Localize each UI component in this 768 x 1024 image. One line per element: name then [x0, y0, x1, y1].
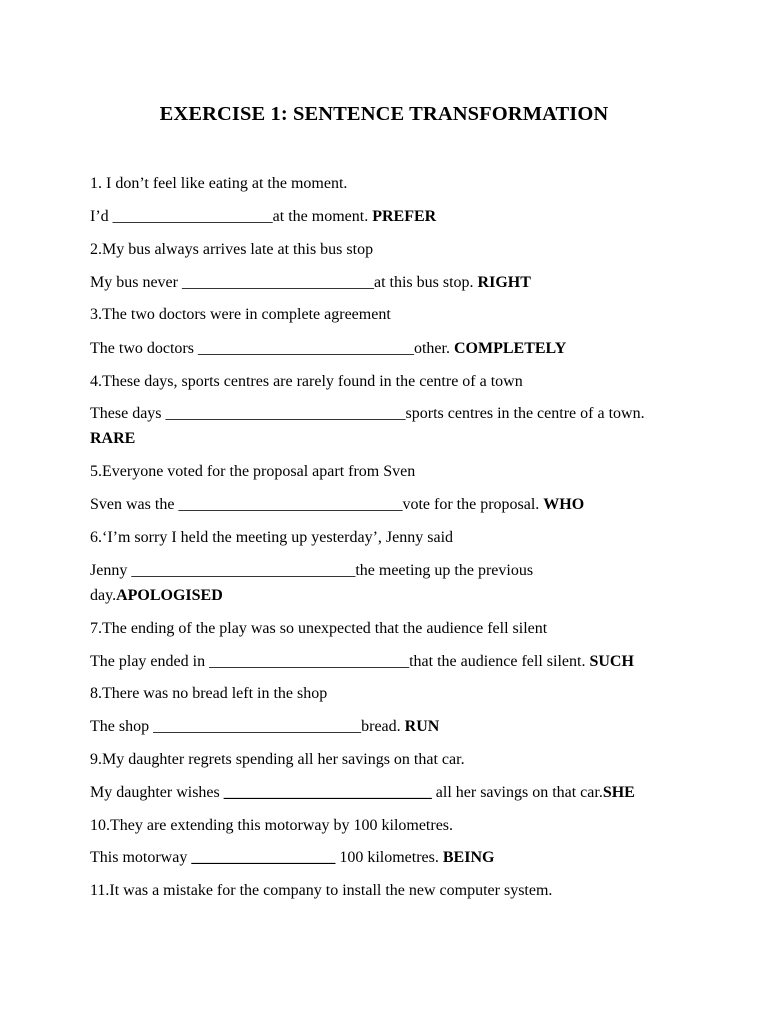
item-1-answer-line	[90, 207, 690, 227]
item-7-prompt: 7.The ending of the play was so unexpected that the audience fell silent	[90, 620, 548, 637]
answer-suffix: other.	[413, 340, 454, 357]
answer-blank: ________________________	[181, 274, 374, 291]
answer-suffix: sports centres in the centre of a town.	[405, 405, 645, 422]
keyword: COMPLETELY	[453, 340, 567, 357]
item-9-answer-line	[90, 783, 690, 803]
answer-blank: ______________________________	[165, 405, 406, 422]
item-5-answer-line	[90, 495, 690, 515]
item-3-prompt: 3.The two doctors were in complete agreement	[90, 306, 391, 323]
keyword: SUCH	[589, 653, 634, 670]
item-8-answer-line	[90, 717, 690, 737]
answer-suffix: the meeting up the previous	[355, 562, 534, 579]
item-6-answer-continuation	[90, 586, 690, 606]
answer-blank: ____________________________	[178, 496, 403, 513]
answer-suffix: 100 kilometres.	[335, 849, 443, 866]
answer-suffix: vote for the proposal.	[402, 496, 544, 513]
item-3-answer-line	[90, 339, 690, 359]
answer-blank: ____________________	[112, 208, 273, 225]
keyword: PREFER	[372, 208, 437, 225]
answer-blank: __________________________	[223, 784, 432, 801]
item-6-answer-line	[90, 561, 690, 581]
keyword: APOLOGISED	[116, 587, 223, 604]
answer-suffix: at the moment.	[272, 208, 373, 225]
answer-prefix: The shop	[90, 718, 154, 735]
keyword: BEING	[442, 849, 495, 866]
keyword: RARE	[90, 430, 136, 447]
keyword: RIGHT	[477, 274, 531, 291]
answer-suffix: all her savings on that car.	[431, 784, 603, 801]
keyword: SHE	[602, 784, 635, 801]
answer-prefix: The play ended in	[90, 653, 210, 670]
answer-suffix: at this bus stop.	[373, 274, 478, 291]
answer-prefix: Sven was the	[90, 496, 179, 513]
item-4-answer-line	[90, 404, 690, 424]
answer-suffix-continued: day.	[90, 587, 117, 604]
item-2-answer-line	[90, 273, 690, 293]
item-2-prompt: 2.My bus always arrives late at this bus stop	[90, 241, 374, 258]
answer-prefix: My daughter wishes	[90, 784, 224, 801]
keyword: WHO	[543, 496, 585, 513]
answer-blank: __________________________	[153, 718, 362, 735]
item-6-prompt: 6.‘I’m sorry I held the meeting up yesterday’, Jenny said	[90, 529, 454, 546]
answer-prefix: This motorway	[90, 849, 192, 866]
answer-prefix: These days	[90, 405, 166, 422]
item-10-prompt: 10.They are extending this motorway by 100 kilometres.	[90, 817, 454, 834]
answer-blank: ___________________________	[197, 340, 414, 357]
answer-prefix: The two doctors	[90, 340, 198, 357]
item-4-prompt: 4.These days, sports centres are rarely found in the centre of a town	[90, 373, 523, 390]
answer-blank: __________________	[191, 849, 336, 866]
keyword: RUN	[404, 718, 440, 735]
item-9-prompt: 9.My daughter regrets spending all her savings on that car.	[90, 751, 465, 768]
page-title: EXERCISE 1: SENTENCE TRANSFORMATION	[159, 103, 609, 125]
answer-suffix: bread.	[361, 718, 405, 735]
item-11-prompt: 11.It was a mistake for the company to install the new computer system.	[90, 882, 553, 899]
item-1-prompt: 1. I don’t feel like eating at the moment.	[90, 175, 348, 192]
answer-prefix: Jenny	[90, 562, 132, 579]
item-7-answer-line	[90, 652, 690, 672]
answer-blank: _________________________	[209, 653, 410, 670]
answer-prefix: I’d	[90, 208, 113, 225]
item-5-prompt: 5.Everyone voted for the proposal apart from Sven	[90, 463, 416, 480]
answer-blank: ____________________________	[131, 562, 356, 579]
answer-prefix: My bus never	[90, 274, 182, 291]
item-10-answer-line	[90, 848, 690, 868]
item-8-prompt: 8.There was no bread left in the shop	[90, 685, 328, 702]
answer-suffix: that the audience fell silent.	[409, 653, 590, 670]
